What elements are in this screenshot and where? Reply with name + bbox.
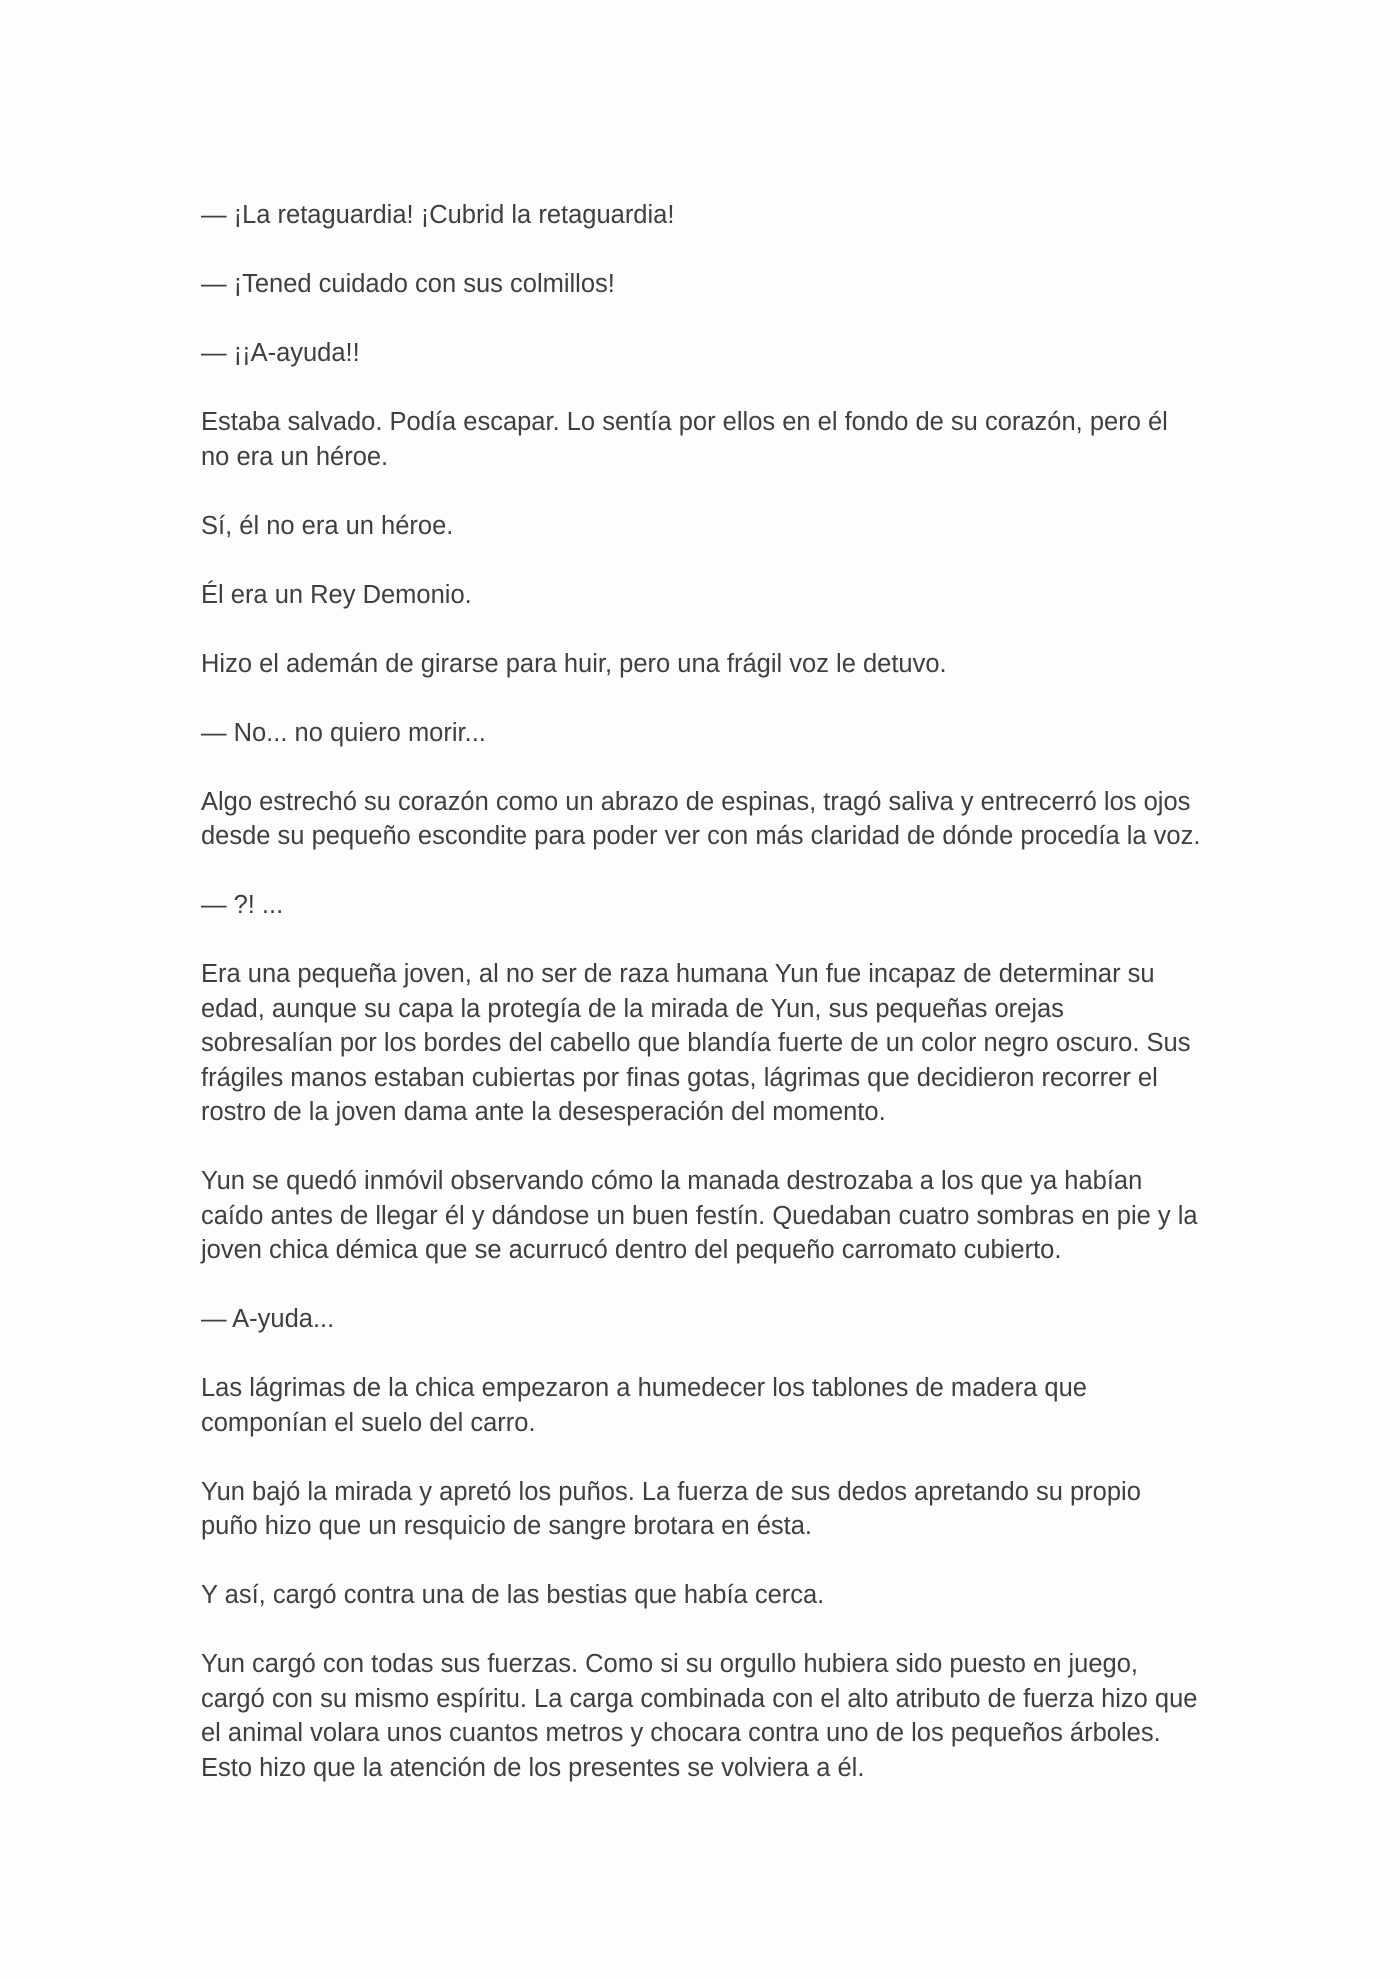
narrative-paragraph: Algo estrechó su corazón como un abrazo de espinas, tragó saliva y entrecerró los ojos desde su pequeño escondite para poder ver con más claridad de dónde procedía la voz. [201,787,1201,850]
narrative-paragraph: Hizo el ademán de girarse para huir, pero una frágil voz le detuvo. [201,649,947,678]
narrative-paragraph: Yun bajó la mirada y apretó los puños. La fuerza de sus dedos apretando su propio puño hizo que un resquicio de sangre brotara en ésta. [201,1477,1141,1540]
dialogue-line: — ¡La retaguardia! ¡Cubrid la retaguardia! [201,201,675,229]
narrative-paragraph: Era una pequeña joven, al no ser de raza humana Yun fue incapaz de determinar su edad, aunque su capa la protegía de la mirada de Yun, sus pequeñas orejas sobresalían por los bordes del cabello que blandía fuerte de un color negro oscuro. Sus frágiles manos estaban cubiertas por finas gotas, lágrimas que decidieron recorrer el rostro de la joven dama ante la desesperación del momento. [201,960,1191,1126]
narrative-paragraph: Yun cargó con todas sus fuerzas. Como si su orgullo hubiera sido puesto en juego, cargó con su mismo espíritu. La carga combinada con el alto atributo de fuerza hizo que el animal volara unos cuantos metros y chocara contra uno de los pequeños árboles. Esto hizo que la atención de los presentes se volviera a él. [201,1650,1198,1782]
dialogue-line: — ¡Tened cuidado con sus colmillos! [201,270,615,298]
document-body [201,198,1201,1820]
dialogue-line: — ¡¡A-ayuda!! [201,339,360,367]
narrative-paragraph: Y así, cargó contra una de las bestias que había cerca. [201,1581,825,1609]
narrative-paragraph: Él era un Rey Demonio. [201,580,472,609]
narrative-paragraph: Las lágrimas de la chica empezaron a humedecer los tablones de madera que componían el suelo del carro. [201,1374,1087,1437]
narrative-paragraph: Yun se quedó inmóvil observando cómo la manada destrozaba a los que ya habían caído antes de llegar él y dándose un buen festín. Quedaban cuatro sombras en pie y la joven chica démica que se acurrucó dentro del pequeño carromato cubierto. [201,1167,1198,1264]
dialogue-line: — No... no quiero morir... [201,718,486,747]
dialogue-line: — A-yuda... [201,1305,335,1333]
narrative-paragraph: Sí, él no era un héroe. [201,511,454,540]
narrative-paragraph: Estaba salvado. Podía escapar. Lo sentía por ellos en el fondo de su corazón, pero él no era un héroe. [201,408,1168,471]
dialogue-line: — ?! ... [201,891,284,919]
